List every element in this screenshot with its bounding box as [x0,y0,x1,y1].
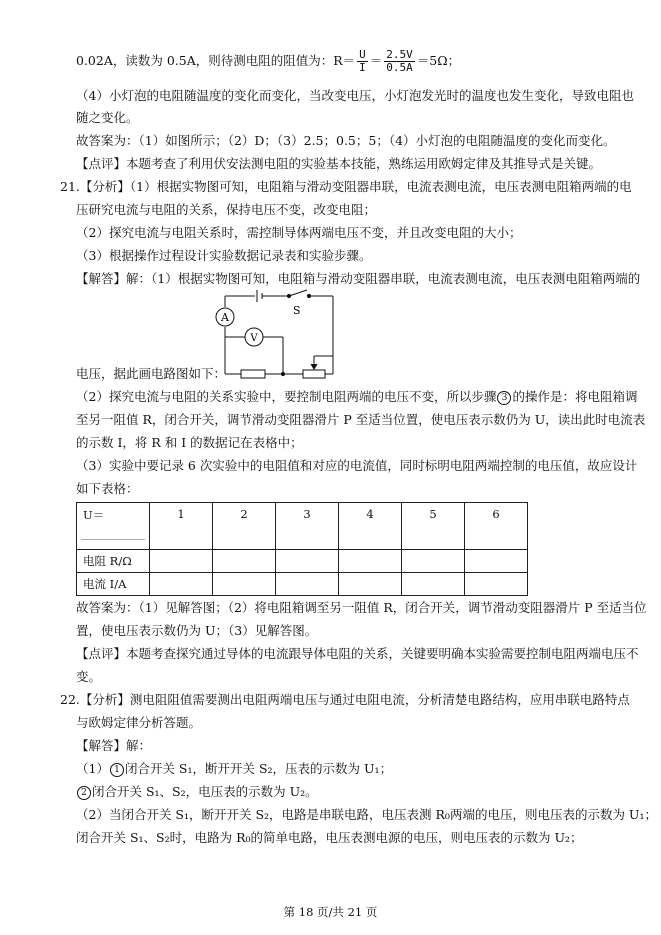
step-number-circle: 3 [497,391,511,405]
resistance-box [241,370,265,378]
circuit-diagram [205,288,355,380]
resistance-calculation-line [76,46,460,76]
comment-line: 【点评】本题考查探究通过导体的电流跟导体电阻的关系，关键要明确本实验需要控制电阻两端电压不 [76,646,639,661]
question-21-analysis: 21.【分析】（1）根据实物图可知，电阻箱与滑动变阻器串联，电流表测电流，电压表测电阻箱两端的电 [60,179,632,194]
paragraph-line: （2）探究电流与电阻关系时，需控制导体两端电压不变，并且改变电阻的大小； [76,225,522,240]
question-22-analysis: 22.【分析】测电阻阻值需要测出电阻两端电压与通过电阻电流，分析清楚电路结构，应用串联电路特点 [60,692,630,707]
answer-line: 故答案为：（1）见解答图；（2）将电阻箱调至另一阻值 R，闭合开关，调节滑动变阻器滑片 P 至适当位 [76,600,647,615]
row-label: 电阻 R/Ω [77,550,150,573]
data-record-table [76,502,528,596]
solution-line: 【解答】解：（1）根据实物图可知，电阻箱与滑动变阻器串联，电流表测电流，电压表测电阻箱两端的 [76,271,641,286]
table-col-header: 6 [465,503,528,550]
calc-text-prefix: 0.02A，读数为 0.5A，则待测电阻的阻值为：R＝ [76,53,356,68]
table-col-header: 5 [402,503,465,550]
table-col-header: 3 [276,503,339,550]
corner-divider [81,539,145,540]
fraction-values: $\frac{2.5V}{0.5A}$ [386,48,413,74]
answer-line: 故答案为：（1）如图所示；（2）D；（3）2.5；0.5；5；（4）小灯泡的电阻随温度的变化而变化。 [76,133,616,148]
step-number-circle: 1 [110,763,124,777]
paragraph-line: 如下表格： [76,481,139,496]
switch-label: S [293,304,301,317]
calc-equals: ＝ [369,53,383,68]
calc-result: ＝5Ω； [416,53,461,68]
table-col-header: 4 [339,503,402,550]
table-row [77,550,528,573]
table-col-header: 2 [213,503,276,550]
rheostat [303,370,325,378]
paragraph-line: （2）探究电流与电阻的关系实验中，要控制电阻两端的电压不变，所以步骤 3 的操作是：将电阻箱调 [76,389,638,404]
paragraph-line: （1） 1 闭合开关 S₁，断开开关 S₂，压表的示数为 U₁； [76,761,393,776]
page-footer: 第 18 页/共 21 页 [283,905,378,919]
paragraph-line: （4）小灯泡的电阻随温度的变化而变化，当改变电压，小灯泡发光时的温度也发生变化，导致电阻也 [76,88,634,103]
step-number-circle: 2 [77,786,91,800]
solution-line: 【解答】解： [76,738,152,753]
switch-blade [289,290,307,296]
table-header-row [77,503,528,550]
paragraph-line: 置，使电压表示数仍为 U；（3）见解答图。 [76,623,318,638]
table-row [77,573,528,596]
paragraph-line: （2）当闭合开关 S₁，断开开关 S₂，电路是串联电路，电压表测 R₀两端的电压，则电压表的示数为 U₁； [76,807,657,822]
table-col-header: 1 [150,503,213,550]
paragraph-line: 变。 [76,669,102,684]
paragraph-line: 与欧姆定律分析答题。 [76,715,202,730]
paragraph-line: 闭合开关 S₁、S₂时，电路为 R₀的简单电路，电压表测电源的电压，则电压表的示数为 U₂； [76,830,583,845]
fraction-u-over-i: $\frac{U}{I}$ [359,48,366,74]
row-label: 电流 I/A [77,573,150,596]
paragraph-line: （3）实验中要记录 6 次实验中的电阻值和对应的电流值，同时标明电阻两端控制的电压值，故应设计 [76,458,638,473]
paragraph-line: 压研究电流与电阻的关系，保持电压不变，改变电阻； [76,202,377,217]
ammeter-label: A [221,311,229,324]
paragraph-line: 随之变化。 [76,110,139,125]
paragraph-line: 的示数 I，将 R 和 I 的数据记在表格中； [76,435,303,450]
paragraph-line: 2 闭合开关 S₁、S₂，电压表的示数为 U₂。 [76,784,318,800]
paragraph-line: （3）根据操作过程设计实验数据记录表和实验步骤。 [76,248,372,263]
paragraph-line: 至另一阻值 R，闭合开关，调节滑动变阻器滑片 P 至适当位置，使电压表示数仍为 U，读出此时电流表 [76,412,646,427]
table-corner-cell: U＝ [77,503,150,550]
paragraph-line: 电压，据此画电路图如下： [76,366,227,381]
comment-line: 【点评】本题考查了利用伏安法测电阻的实验基本技能，熟练运用欧姆定律及其推导式是关键。 [76,156,602,171]
voltmeter-label: V [250,333,258,344]
